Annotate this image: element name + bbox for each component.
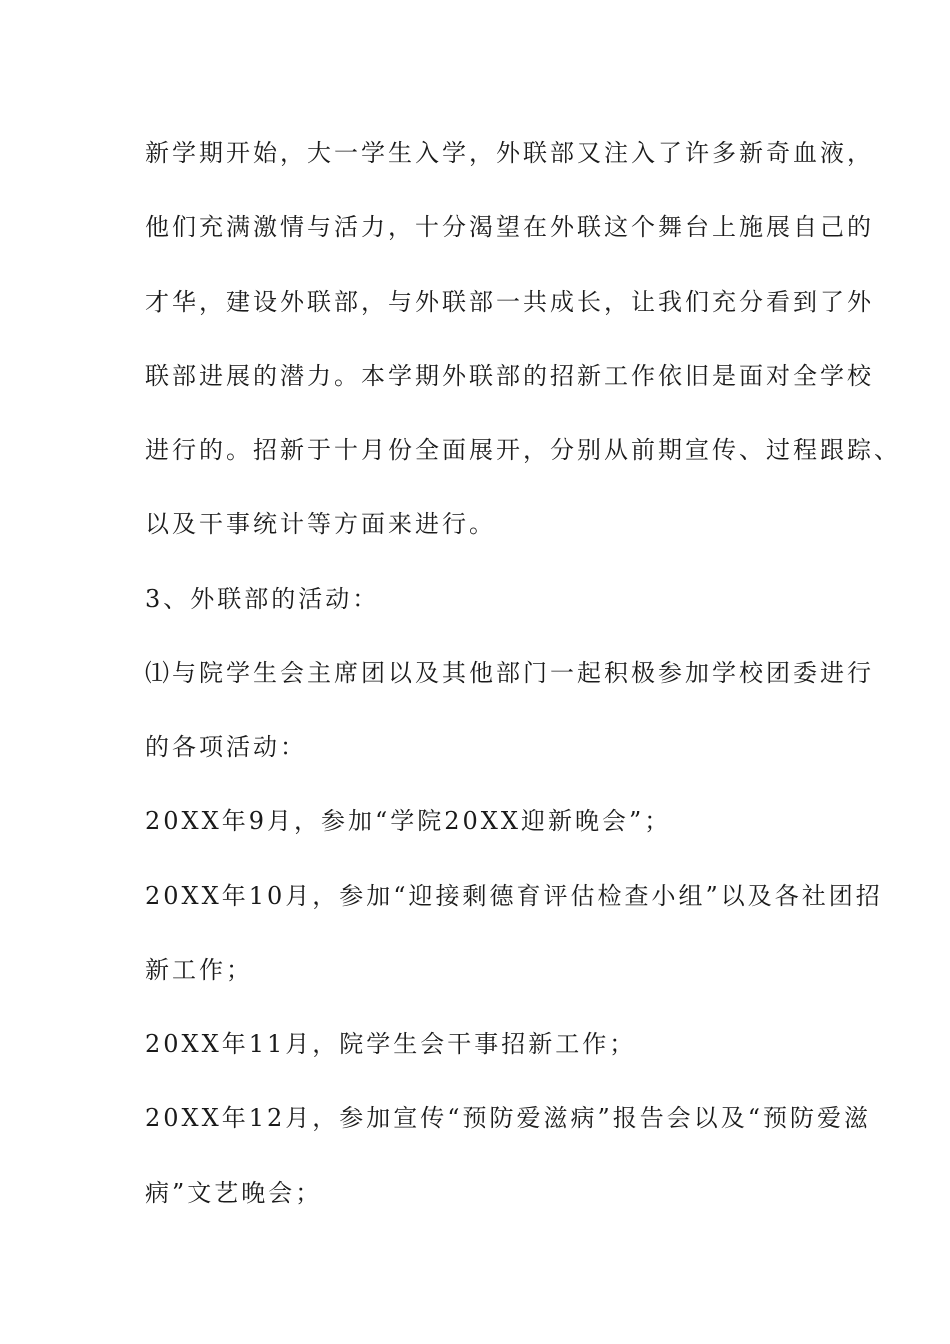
event-line: 20XX年10月，参加“迎接剩德育评估检查小组”以及各社团招 (145, 882, 883, 910)
list-item-line: ⑴与院学生会主席团以及其他部门一起积极参加学校团委进行 (145, 659, 874, 687)
event-line: 20XX年12月，参加宣传“预防爱滋病”报告会以及“预防爱滋 (145, 1104, 872, 1132)
paragraph-line: 进行的。招新于十月份全面展开，分别从前期宣传、过程跟踪、 (145, 436, 901, 464)
event-line: 20XX年9月，参加“学院20XX迎新晚会”； (145, 807, 672, 835)
paragraph-line: 他们充满激情与活力，十分渴望在外联这个舞台上施展自己的 (145, 213, 874, 241)
list-item-line: 的各项活动： (145, 733, 307, 761)
paragraph-line: 新学期开始，大一学生入学，外联部又注入了许多新奇血液， (145, 139, 874, 167)
event-line: 20XX年11月，院学生会干事招新工作； (145, 1030, 637, 1058)
paragraph-line: 才华，建设外联部，与外联部一共成长，让我们充分看到了外 (145, 288, 874, 316)
paragraph-line: 以及干事统计等方面来进行。 (145, 510, 496, 538)
event-line: 病”文艺晚会； (145, 1179, 323, 1207)
paragraph-line: 联部进展的潜力。本学期外联部的招新工作依旧是面对全学校 (145, 362, 874, 390)
section-heading: 3、外联部的活动： (145, 585, 380, 613)
event-line: 新工作； (145, 956, 253, 984)
